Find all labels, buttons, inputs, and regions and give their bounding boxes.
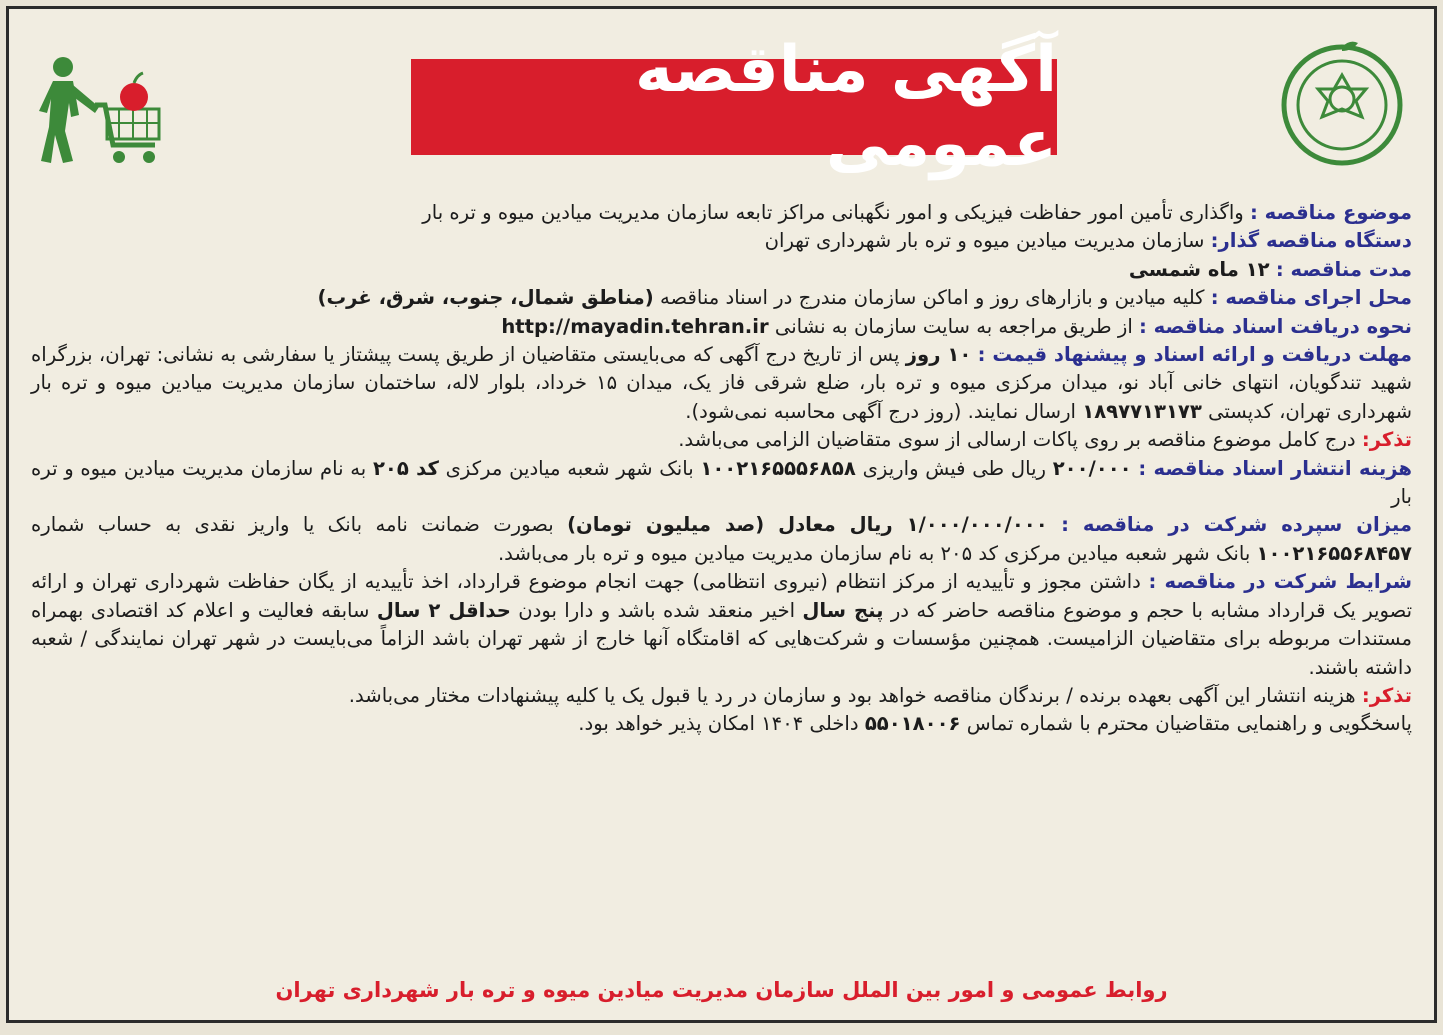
footer-signature: روابط عمومی و امور بین الملل سازمان مدیریت میادین میوه و تره بار شهرداری تهران (275, 978, 1168, 1002)
fee-amount: ۲۰۰/۰۰۰ (1052, 456, 1132, 480)
subject-line (31, 199, 1412, 227)
duration-line (31, 256, 1412, 284)
notice-body (31, 199, 1412, 739)
deadline-label: مهلت دریافت و ارائه اسناد و پیشنهاد قیمت : (977, 343, 1413, 367)
duration-label: مدت مناقصه : (1275, 257, 1412, 281)
organizer-value: سازمان مدیریت میادین میوه و تره بار شهرداری تهران (764, 229, 1205, 253)
note1-line (31, 426, 1412, 454)
fee-end: به نام سازمان مدیریت میادین میوه و تره بار (31, 456, 1412, 509)
note2-text: هزینه انتشار این آگهی بعهده برنده / برندگان مناقصه خواهد بود و سازمان در رد یا قبول یک یا کلیه پیشنهادات مختار می‌باشد. (348, 683, 1356, 707)
deadline-paragraph (31, 341, 1412, 426)
deposit-amount: ۱/۰۰۰/۰۰۰/۰۰۰ ریال معادل (صد میلیون تومان) (567, 513, 1048, 537)
notice-title: آگهی مناقصه عمومی (411, 59, 1057, 155)
deposit-label: میزان سپرده شرکت در مناقصه : (1061, 513, 1412, 537)
tender-notice (6, 6, 1437, 1023)
conditions-years: پنج سال (802, 598, 884, 622)
fee-account: ۱۰۰۲۱۶۵۵۵۶۸۵۸ (700, 456, 856, 480)
fee-text: ریال طی فیش واریزی (862, 456, 1046, 480)
subject-label: موضوع مناقصه : (1249, 201, 1412, 224)
contact-phone: ۵۵۰۱۸۰۰۶ (864, 712, 961, 736)
duration-value: ۱۲ ماه شمسی (1128, 257, 1270, 281)
municipality-seal-icon (1278, 39, 1406, 167)
location-value: کلیه میادین و بازارهای روز و اماکن سازمان مندرج در اسناد مناقصه (660, 286, 1205, 310)
note1-label: تذکر: (1361, 428, 1412, 452)
note2-line (31, 682, 1412, 710)
fee-code: کد ۲۰۵ (372, 456, 439, 480)
contact-ext: داخلی ۱۴۰۴ (761, 712, 859, 736)
organizer-label: دستگاه مناقصه گذار: (1210, 229, 1412, 253)
docs-line (31, 313, 1412, 341)
deadline-days: ۱۰ روز (905, 343, 972, 367)
conditions-text3: سابقه فعالیت و اعلام کد اقتصادی بهمراه مستندات مربوطه برای متقاضیان الزامیست. همچنین مؤسسات و شرکت‌هایی که اقامتگاه آنها خارج از شهر تهران باشد الزاماً می‌بایست در شهر تهران نمایندگی / شعبه داشته باشند. (31, 598, 1412, 679)
deposit-text: بصورت ضمانت نامه بانک یا واریز نقدی به حساب شماره (31, 513, 554, 537)
conditions-text1: داشتن مجوز و تأییدیه از مرکز انتظام (نیروی انتظامی) جهت انجام موضوع قرارداد، اخذ تأییدیه از یگان حفاظت شهرداری تهران و ارائه تصویر یک قرارداد مشابه با حجم و موضوع مناقصه حاضر که در (31, 570, 1413, 622)
fee-paragraph (31, 455, 1412, 512)
fee-label: هزینه انتشار اسناد مناقصه : (1138, 456, 1412, 480)
note1-text: درج کامل موضوع مناقصه بر روی پاکات ارسالی از سوی متقاضیان الزامی می‌باشد. (678, 428, 1356, 452)
subject-value: واگذاری تأمین امور حفاظت فیزیکی و امور نگهبانی مراکز تابعه سازمان مدیریت میادین میوه و تره بار (422, 201, 1244, 224)
deposit-account: ۱۰۰۲۱۶۵۵۶۸۴۵۷ (1256, 541, 1412, 565)
fee-bank: بانک شهر شعبه میادین مرکزی (445, 456, 694, 480)
organizer-line (31, 227, 1412, 255)
note2-label: تذکر: (1361, 683, 1412, 707)
docs-label: نحوه دریافت اسناد مناقصه : (1139, 314, 1412, 338)
deposit-paragraph (31, 511, 1412, 568)
contact-line (31, 710, 1412, 738)
location-regions: (مناطق شمال، جنوب، شرق، غرب) (317, 286, 654, 310)
conditions-paragraph (31, 568, 1412, 682)
deadline-end: ارسال نمایند. (روز درج آگهی محاسبه نمی‌شود). (685, 399, 1076, 423)
location-label: محل اجرای مناقصه : (1210, 286, 1412, 310)
conditions-label: شرایط شرکت در مناقصه : (1148, 570, 1412, 594)
deposit-end: بانک شهر شعبه میادین مرکزی کد ۲۰۵ به نام سازمان مدیریت میادین میوه و تره بار می‌باشد. (497, 541, 1251, 565)
conditions-min: حداقل ۲ سال (376, 598, 511, 622)
location-line (31, 284, 1412, 312)
docs-value: از طریق مراجعه به سایت سازمان به نشانی (774, 314, 1133, 338)
contact-end: امکان پذیر خواهد بود. (578, 712, 755, 736)
postal-code: ۱۸۹۷۷۱۳۱۷۳ (1082, 399, 1202, 423)
deadline-text: پس از تاریخ درج آگهی که می‌بایستی متقاضیان از طریق پست پیشتاز یا سفارشی به نشانی: تهران، بزرگراه شهید تندگویان، انتهای خانی آباد نو، میدان مرکزی میوه و تره بار، ضلع شرقی فاز یک، میدان ۱۵ خرداد، بلوار لاله، ساختمان سازمان مدیریت میادین میوه و تره بار شهرداری تهران، کدپستی (31, 343, 1412, 423)
contact-text: پاسخگویی و راهنمایی متقاضیان محترم با شماره تماس (966, 712, 1412, 736)
shopping-cart-icon (39, 53, 169, 173)
docs-url-link[interactable]: http://mayadin.tehran.ir (501, 314, 769, 338)
conditions-text2: اخیر منعقد شده باشد و دارا بودن (518, 598, 796, 622)
